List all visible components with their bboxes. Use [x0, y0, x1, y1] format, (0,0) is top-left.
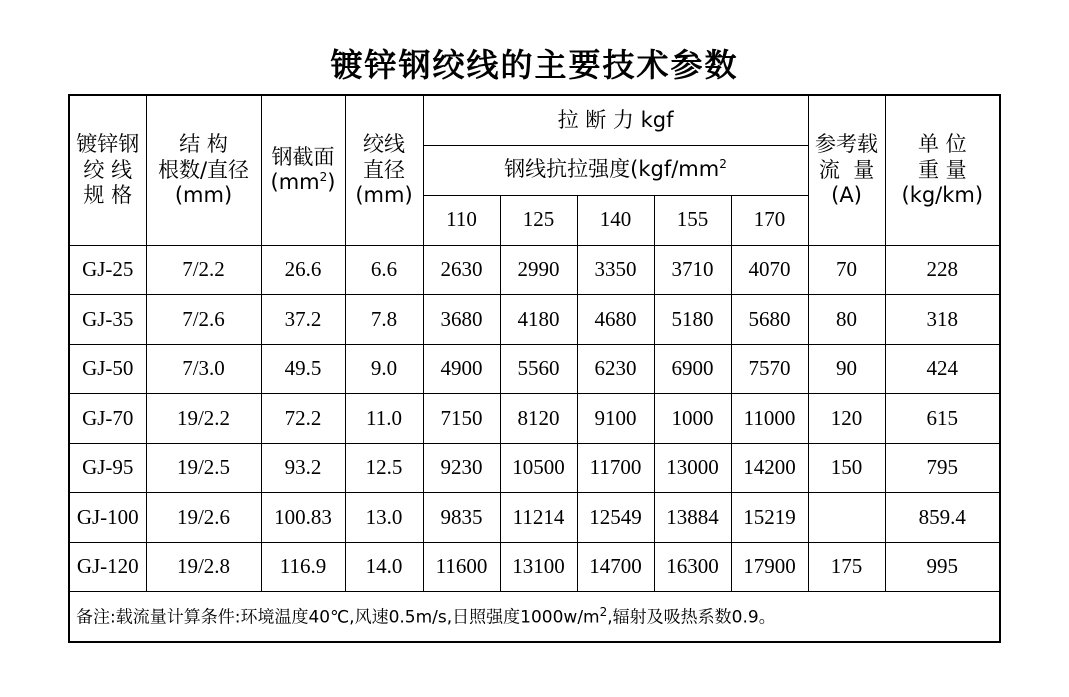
diameter-cell: 11.0 [345, 394, 423, 444]
force-125-cell: 4180 [500, 295, 577, 345]
force-155-cell: 13000 [654, 443, 731, 493]
force-155-cell: 13884 [654, 493, 731, 543]
force-125-cell: 8120 [500, 394, 577, 444]
structure-cell: 7/2.2 [146, 245, 261, 295]
structure-cell: 19/2.8 [146, 542, 261, 592]
strength-grade: 125 [500, 195, 577, 245]
strength-grade: 170 [731, 195, 808, 245]
section-cell: 37.2 [261, 295, 345, 345]
structure-cell: 7/2.6 [146, 295, 261, 345]
spec-cell: GJ-70 [69, 394, 146, 444]
force-125-cell: 2990 [500, 245, 577, 295]
weight-cell: 995 [885, 542, 1000, 592]
diameter-cell: 6.6 [345, 245, 423, 295]
header-structure: 结 构 根数/直径 (mm) [146, 95, 261, 245]
force-170-cell: 7570 [731, 344, 808, 394]
weight-cell: 795 [885, 443, 1000, 493]
force-110-cell: 9835 [423, 493, 500, 543]
header-diameter: 绞线 直径 (mm) [345, 95, 423, 245]
current-cell: 90 [808, 344, 885, 394]
force-140-cell: 4680 [577, 295, 654, 345]
spec-cell: GJ-50 [69, 344, 146, 394]
force-110-cell: 4900 [423, 344, 500, 394]
current-cell: 175 [808, 542, 885, 592]
structure-cell: 19/2.5 [146, 443, 261, 493]
strength-grade: 155 [654, 195, 731, 245]
header-section: 钢截面 $(mm^2)$ [261, 95, 345, 245]
table-row [69, 493, 1000, 543]
force-140-cell: 12549 [577, 493, 654, 543]
force-140-cell: 11700 [577, 443, 654, 493]
diameter-cell: 14.0 [345, 542, 423, 592]
force-110-cell: 11600 [423, 542, 500, 592]
diameter-cell: 9.0 [345, 344, 423, 394]
weight-cell: 228 [885, 245, 1000, 295]
weight-cell: 615 [885, 394, 1000, 444]
header-weight: 单 位 重 量 (kg/km) [885, 95, 1000, 245]
strength-grade: 110 [423, 195, 500, 245]
section-cell: 26.6 [261, 245, 345, 295]
weight-cell: 318 [885, 295, 1000, 345]
force-155-cell: 16300 [654, 542, 731, 592]
force-170-cell: 4070 [731, 245, 808, 295]
spec-cell: GJ-95 [69, 443, 146, 493]
force-170-cell: 15219 [731, 493, 808, 543]
force-125-cell: 11214 [500, 493, 577, 543]
current-cell: 80 [808, 295, 885, 345]
table-body [69, 245, 1000, 592]
header-spec: 镀锌钢 绞 线 规 格 [69, 95, 146, 245]
weight-cell: 859.4 [885, 493, 1000, 543]
force-170-cell: 11000 [731, 394, 808, 444]
table-row [69, 245, 1000, 295]
page-title: 镀锌钢绞线的主要技术参数 [330, 46, 739, 84]
force-155-cell: 1000 [654, 394, 731, 444]
spec-table [68, 94, 1001, 643]
note: 备注:载流量计算条件:环境温度40℃,风速0.5m/s,日照强度$1000w/m^2$,辐射及吸热系数0.9。 [69, 592, 1000, 642]
weight-cell: 424 [885, 344, 1000, 394]
diameter-cell: 7.8 [345, 295, 423, 345]
force-155-cell: 5180 [654, 295, 731, 345]
header-row-1 [69, 95, 1000, 145]
header-current: 参考载 流 量 (A) [808, 95, 885, 245]
force-170-cell: 17900 [731, 542, 808, 592]
header-tensile-strength: 钢线抗拉强度($kgf/mm^2$ [423, 145, 808, 195]
table-row [69, 295, 1000, 345]
force-110-cell: 7150 [423, 394, 500, 444]
table-row [69, 443, 1000, 493]
force-155-cell: 6900 [654, 344, 731, 394]
table-row [69, 542, 1000, 592]
force-140-cell: 6230 [577, 344, 654, 394]
diameter-cell: 12.5 [345, 443, 423, 493]
section-cell: 116.9 [261, 542, 345, 592]
section-cell: 93.2 [261, 443, 345, 493]
table-row [69, 394, 1000, 444]
force-110-cell: 9230 [423, 443, 500, 493]
force-125-cell: 13100 [500, 542, 577, 592]
force-155-cell: 3710 [654, 245, 731, 295]
table-row [69, 344, 1000, 394]
structure-cell: 7/3.0 [146, 344, 261, 394]
structure-cell: 19/2.2 [146, 394, 261, 444]
structure-cell: 19/2.6 [146, 493, 261, 543]
current-cell: 120 [808, 394, 885, 444]
spec-cell: GJ-35 [69, 295, 146, 345]
current-cell: 150 [808, 443, 885, 493]
spec-cell: GJ-25 [69, 245, 146, 295]
force-110-cell: 2630 [423, 245, 500, 295]
section-cell: 72.2 [261, 394, 345, 444]
section-cell: 100.83 [261, 493, 345, 543]
force-170-cell: 14200 [731, 443, 808, 493]
current-cell [808, 493, 885, 543]
force-125-cell: 5560 [500, 344, 577, 394]
header-breaking-force: 拉 断 力 kgf [423, 95, 808, 145]
spec-cell: GJ-100 [69, 493, 146, 543]
force-140-cell: 3350 [577, 245, 654, 295]
diameter-cell: 13.0 [345, 493, 423, 543]
strength-grade: 140 [577, 195, 654, 245]
force-125-cell: 10500 [500, 443, 577, 493]
current-cell: 70 [808, 245, 885, 295]
force-110-cell: 3680 [423, 295, 500, 345]
section-cell: 49.5 [261, 344, 345, 394]
note-row [69, 592, 1000, 642]
force-140-cell: 9100 [577, 394, 654, 444]
force-140-cell: 14700 [577, 542, 654, 592]
spec-cell: GJ-120 [69, 542, 146, 592]
force-170-cell: 5680 [731, 295, 808, 345]
